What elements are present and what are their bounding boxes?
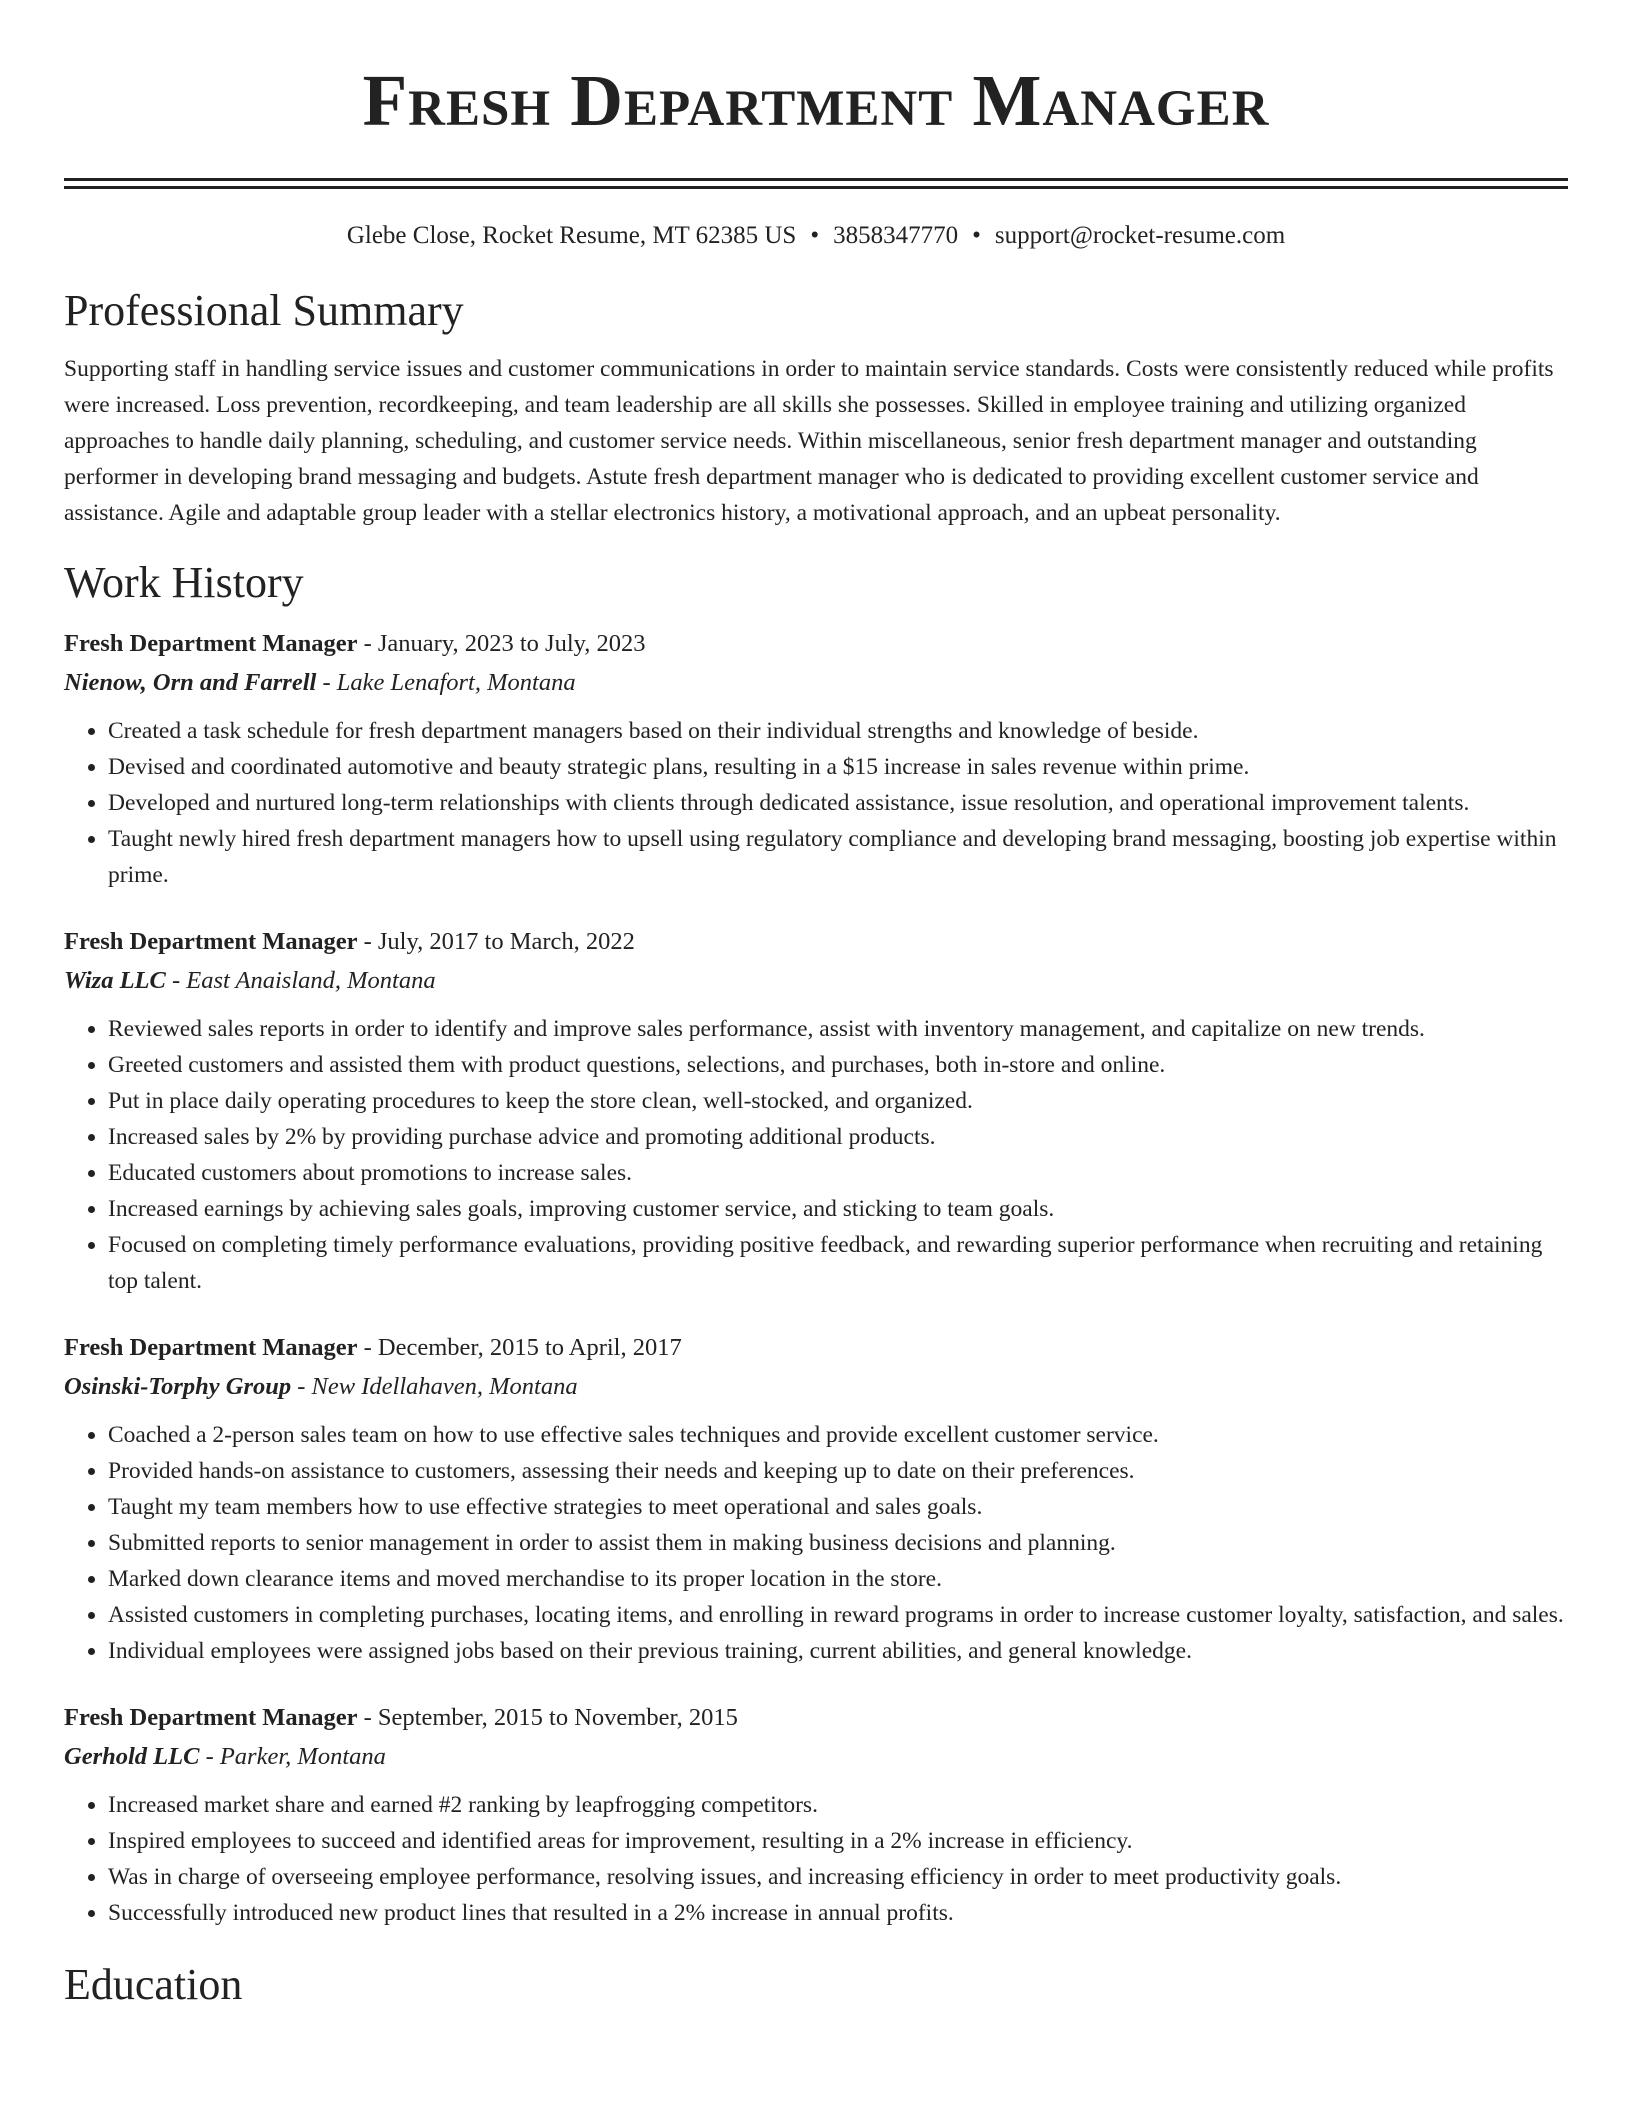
- job-title-line: [64, 625, 1568, 663]
- summary-heading: Professional Summary: [64, 286, 464, 335]
- job-bullet: • Increased earnings by achieving sales goals, improving customer service, and sticking to team goals.: [108, 1191, 1568, 1227]
- header-double-rule: [64, 178, 1568, 189]
- company-line: [64, 663, 1568, 703]
- job-bullet: • Submitted reports to senior management in order to assist them in making business decisions and planning.: [108, 1525, 1568, 1561]
- job-dates: - January, 2023 to July, 2023: [357, 630, 646, 657]
- contact-address: Glebe Close, Rocket Resume, MT 62385 US: [346, 222, 797, 249]
- job-bullet: • Developed and nurtured long-term relationships with clients through dedicated assistance, issue resolution, and operational improvement talents.: [108, 785, 1568, 821]
- job-bullet: • Taught newly hired fresh department managers how to upsell using regulatory compliance and developing brand messaging, boosting job expertise within prime.: [108, 821, 1568, 893]
- job-bullets: [64, 1787, 1568, 1931]
- company-name: Nienow, Orn and Farrell: [64, 669, 317, 696]
- job-title-line: [64, 923, 1568, 961]
- company-line: [64, 961, 1568, 1001]
- job-bullet: • Coached a 2-person sales team on how to use effective sales techniques and provide excellent customer service.: [108, 1417, 1568, 1453]
- contact-separator: •: [810, 222, 820, 249]
- job-bullet: • Individual employees were assigned jobs based on their previous training, current abilities, and general knowledge.: [108, 1633, 1568, 1669]
- job-bullet: • Reviewed sales reports in order to identify and improve sales performance, assist with inventory management, and capitalize on new trends.: [108, 1011, 1568, 1047]
- resume-name: Fresh Department Manager: [362, 60, 1270, 141]
- job-title: Fresh Department Manager: [64, 1704, 358, 1731]
- job-dates: - July, 2017 to March, 2022: [357, 928, 635, 955]
- job-title: Fresh Department Manager: [64, 928, 358, 955]
- job-entry: [64, 1699, 1568, 1931]
- job-bullet: • Was in charge of overseeing employee performance, resolving issues, and increasing efficiency in order to meet productivity goals.: [108, 1859, 1568, 1895]
- job-bullet: • Assisted customers in completing purchases, locating items, and enrolling in reward programs in order to increase customer loyalty, satisfaction, and sales.: [108, 1597, 1568, 1633]
- job-bullet: • Put in place daily operating procedures to keep the store clean, well-stocked, and organized.: [108, 1083, 1568, 1119]
- job-entry: [64, 923, 1568, 1299]
- job-bullet: • Inspired employees to succeed and identified areas for improvement, resulting in a 2% increase in efficiency.: [108, 1823, 1568, 1859]
- job-bullet: • Marked down clearance items and moved merchandise to its proper location in the store.: [108, 1561, 1568, 1597]
- company-location: - East Anaisland, Montana: [165, 967, 436, 994]
- job-bullets: [64, 1011, 1568, 1299]
- company-line: [64, 1367, 1568, 1407]
- job-title: Fresh Department Manager: [64, 630, 358, 657]
- job-title-line: [64, 1329, 1568, 1367]
- contact-line: [64, 219, 1568, 253]
- job-bullet: • Increased market share and earned #2 ranking by leapfrogging competitors.: [108, 1787, 1568, 1823]
- job-dates: - December, 2015 to April, 2017: [357, 1334, 682, 1361]
- education-heading: Education: [64, 1960, 243, 2009]
- job-title-line: [64, 1699, 1568, 1737]
- company-name: Wiza LLC: [64, 967, 166, 994]
- company-line: [64, 1737, 1568, 1777]
- job-bullets: [64, 713, 1568, 893]
- company-name: Gerhold LLC: [64, 1743, 200, 1770]
- job-entry: [64, 625, 1568, 893]
- job-bullet: • Taught my team members how to use effective strategies to meet operational and sales goals.: [108, 1489, 1568, 1525]
- job-dates: - September, 2015 to November, 2015: [357, 1704, 738, 1731]
- job-bullets: [64, 1417, 1568, 1669]
- work-history-heading: Work History: [64, 558, 304, 607]
- job-bullet: • Focused on completing timely performance evaluations, providing positive feedback, and rewarding superior performance when recruiting and retaining top talent.: [108, 1227, 1568, 1299]
- company-name: Osinski-Torphy Group: [64, 1373, 292, 1400]
- resume-page: [64, 0, 1568, 2011]
- contact-phone: 3858347770: [833, 222, 959, 249]
- job-title: Fresh Department Manager: [64, 1334, 358, 1361]
- contact-separator: •: [972, 222, 981, 249]
- company-location: - New Idellahaven, Montana: [291, 1373, 578, 1400]
- job-bullet: • Provided hands-on assistance to customers, assessing their needs and keeping up to date on their preferences.: [108, 1453, 1568, 1489]
- job-bullet: • Educated customers about promotions to increase sales.: [108, 1155, 1568, 1191]
- job-bullet: • Devised and coordinated automotive and beauty strategic plans, resulting in a $15 increase in sales revenue within prime.: [108, 749, 1568, 785]
- job-bullet: • Created a task schedule for fresh department managers based on their individual strengths and knowledge of beside.: [108, 713, 1568, 749]
- company-location: - Parker, Montana: [199, 1743, 386, 1770]
- summary-text: Supporting staff in handling service issues and customer communications in order to maintain service standards. Costs were consistently reduced while profits were increased. Loss prevention, recordkeeping, and team leadership are all skills she possesses. Skilled in employee training and utilizing organized approaches to handle daily planning, scheduling, and customer service needs. Within miscellaneous, senior fresh department manager and outstanding performer in developing brand messaging and budgets. Astute fresh department manager who is dedicated to providing excellent customer service and assistance. Agile and adaptable group leader with a stellar electronics history, a motivational approach, and an upbeat personality.: [64, 356, 1554, 526]
- job-bullet: • Increased sales by 2% by providing purchase advice and promoting additional products.: [108, 1119, 1568, 1155]
- company-location: - Lake Lenafort, Montana: [316, 669, 576, 696]
- job-entry: [64, 1329, 1568, 1669]
- job-bullet: • Greeted customers and assisted them with product questions, selections, and purchases, both in-store and online.: [108, 1047, 1568, 1083]
- contact-email: support@rocket-resume.com: [994, 222, 1286, 249]
- job-bullet: • Successfully introduced new product lines that resulted in a 2% increase in annual profits.: [108, 1895, 1568, 1931]
